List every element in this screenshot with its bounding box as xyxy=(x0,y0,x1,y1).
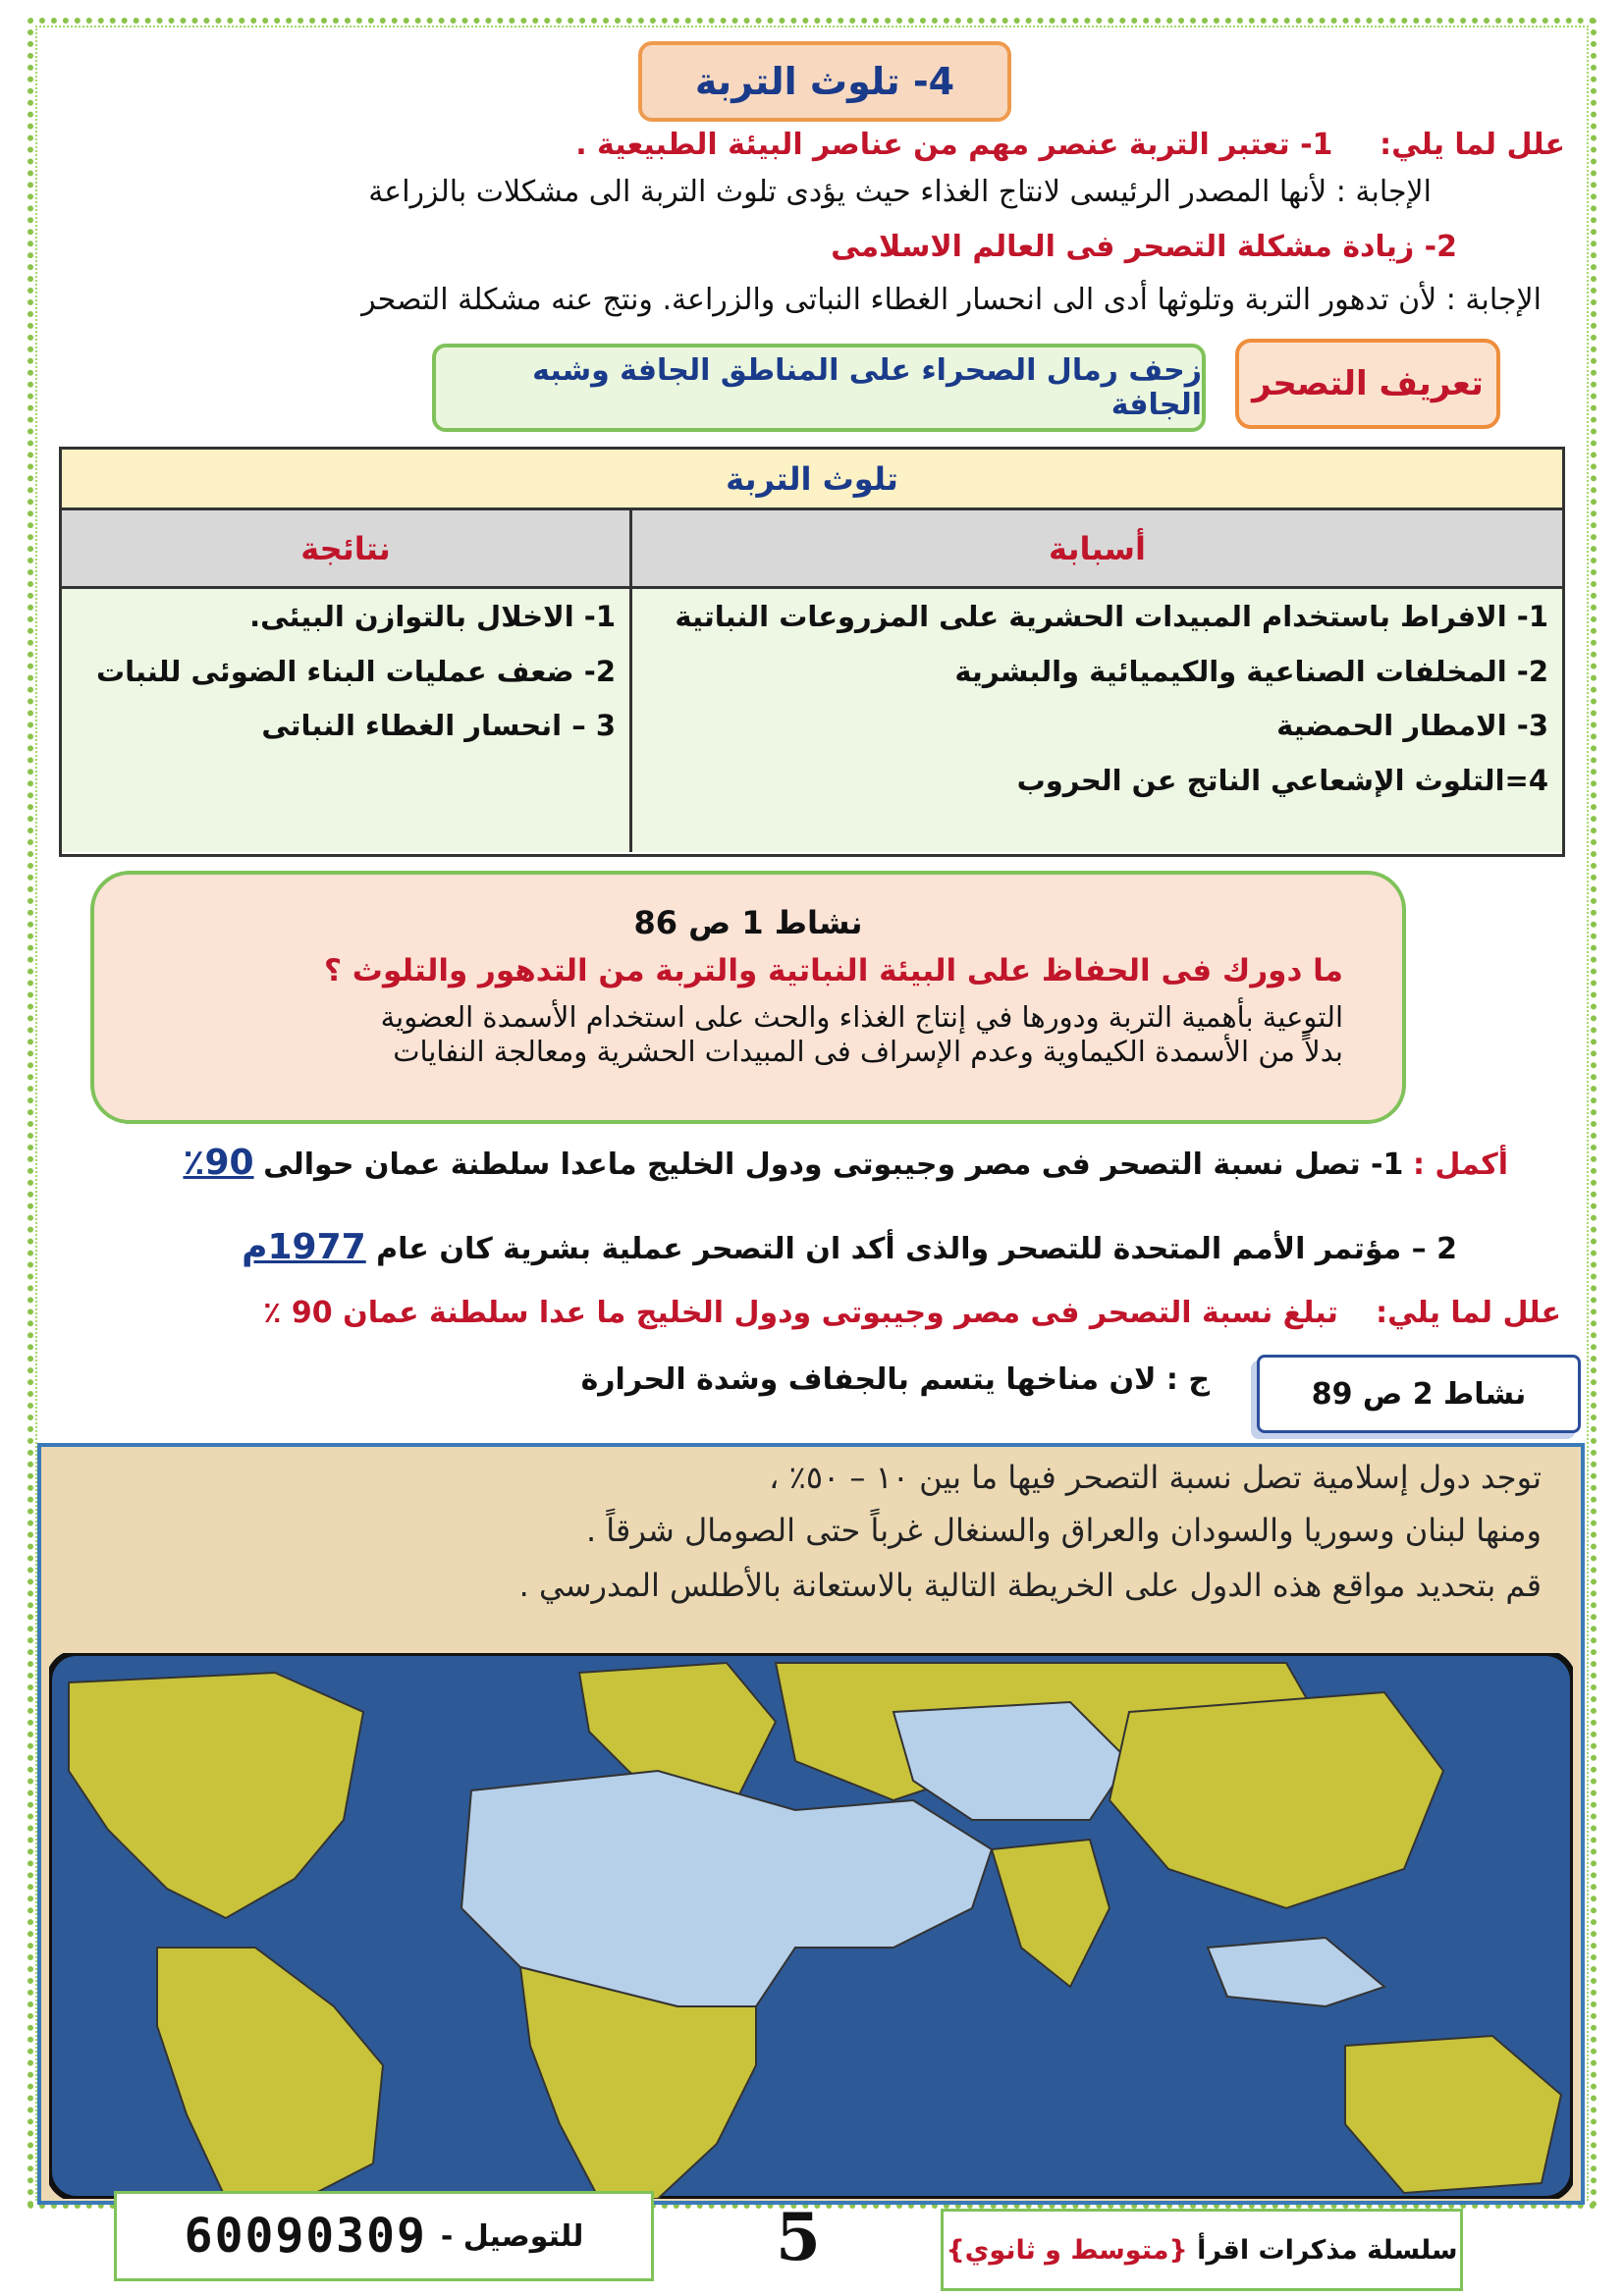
answer-line: التوعية بأهمية التربة ودورها في إنتاج الغذاء والحث على استخدام الأسمدة العضوية xyxy=(380,1000,1343,1034)
reason-3-answer: ج : لان مناخها يتسم بالجفاف وشدة الحرارة xyxy=(580,1362,1210,1397)
complete-item-1-answer: 90٪ xyxy=(183,1143,254,1183)
reason-1-question-line xyxy=(575,126,1565,164)
list-item: 2- ضعف عمليات البناء الضوئى للنبات xyxy=(95,654,616,688)
contact-label: للتوصيل - xyxy=(440,2218,584,2254)
complete-item-2 xyxy=(242,1225,1457,1271)
definition-label: تعريف التصحر xyxy=(1235,339,1500,429)
reason-question: تبلغ نسبة التصحر فى مصر وجيبوتى ودول الخليج ما عدا سلطنة عمان 90 ٪ xyxy=(263,1296,1338,1330)
contact-box xyxy=(114,2191,654,2281)
series-box xyxy=(941,2209,1463,2291)
list-item: 1- الافراط باستخدام المبيدات الحشرية على المزروعات النباتية xyxy=(675,600,1548,633)
answer-line: بدلاً من الأسمدة الكيماوية وعدم الإسراف فى المبيدات الحشرية ومعالجة النفايات xyxy=(393,1034,1343,1068)
series-level: {متوسط و ثانوي} xyxy=(946,2234,1188,2266)
complete-item-1 xyxy=(183,1141,1508,1187)
activity-1-question: ما دورك فى الحفاظ على البيئة النباتية والتربة من التدهور والتلوث ؟ xyxy=(324,953,1343,988)
series-name: سلسلة مذكرات اقرأ xyxy=(1197,2234,1458,2266)
page-title: 4- تلوث التربة xyxy=(638,41,1011,122)
list-item: 4=التلوث الإشعاعي الناتج عن الحروب xyxy=(1016,764,1548,798)
reason-label: علل لما يلي: xyxy=(1376,1296,1561,1330)
definition-text: زحف رمال الصحراء على المناطق الجافة وشبه الجافة xyxy=(432,344,1206,432)
world-map xyxy=(49,1653,1573,2199)
list-item: 3- الامطار الحمضية xyxy=(1276,709,1548,743)
complete-item-2-answer: 1977م xyxy=(242,1227,366,1267)
activity-1-box xyxy=(90,871,1406,1124)
effects-list xyxy=(62,589,629,852)
activity-2-label: نشاط 2 ص 89 xyxy=(1257,1355,1581,1433)
reason-2-answer: الإجابة : لأن تدهور التربة وتلوثها أدى الى انحسار الغطاء النباتى والزراعة. ونتج عنه مشكلة التصحر xyxy=(361,283,1542,317)
world-map-panel xyxy=(37,1443,1585,2205)
map-instruction-line: ومنها لبنان وسوريا والسودان والعراق والسنغال غرباً حتى الصومال شرقاً . xyxy=(585,1512,1542,1549)
reason-label: علل لما يلي: xyxy=(1380,128,1565,162)
list-item: 1- الاخلال بالتوازن البيئى. xyxy=(249,600,616,633)
reason-question: 1- تعتبر التربة عنصر مهم من عناصر البيئة الطبيعية . xyxy=(575,128,1333,162)
soil-pollution-table xyxy=(59,447,1565,857)
phone-number: 60090309 xyxy=(184,2209,427,2264)
causes-header: أسبابة xyxy=(629,510,1562,586)
reason-1-answer: الإجابة : لأنها المصدر الرئيسى لانتاج الغذاء حيث يؤدى تلوث التربة الى مشكلات بالزراعة xyxy=(368,175,1432,209)
complete-item-1-text: 1- تصل نسبة التصحر فى مصر وجيبوتى ودول الخليج ماعدا سلطنة عمان حوالى xyxy=(263,1148,1404,1182)
complete-item-2-text: 2 – مؤتمر الأمم المتحدة للتصحر والذى أكد ان التصحر عملية بشرية كان عام xyxy=(376,1232,1457,1266)
causes-list xyxy=(629,589,1562,852)
map-instruction-line: توجد دول إسلامية تصل نسبة التصحر فيها ما بين ١٠ – ٥٠٪ ، xyxy=(769,1459,1542,1496)
list-item: 3 – انحسار الغطاء النباتى xyxy=(261,709,616,743)
list-item: 2- المخلفات الصناعية والكيميائية والبشرية xyxy=(954,654,1548,688)
reason-2-question: 2- زيادة مشكلة التصحر فى العالم الاسلامى xyxy=(831,230,1457,264)
activity-1-title: نشاط 1 ص 86 xyxy=(633,904,863,941)
activity-1-answer xyxy=(381,1000,1343,1069)
table-title: تلوث التربة xyxy=(62,450,1562,510)
reason-3-question-line xyxy=(263,1294,1561,1332)
complete-label: أكمل : xyxy=(1412,1148,1508,1182)
effects-header: نتائجة xyxy=(62,510,629,586)
page-number: 5 xyxy=(776,2199,821,2275)
map-instruction-line: قم بتحديد مواقع هذه الدول على الخريطة التالية بالاستعانة بالأطلس المدرسي . xyxy=(518,1567,1542,1604)
